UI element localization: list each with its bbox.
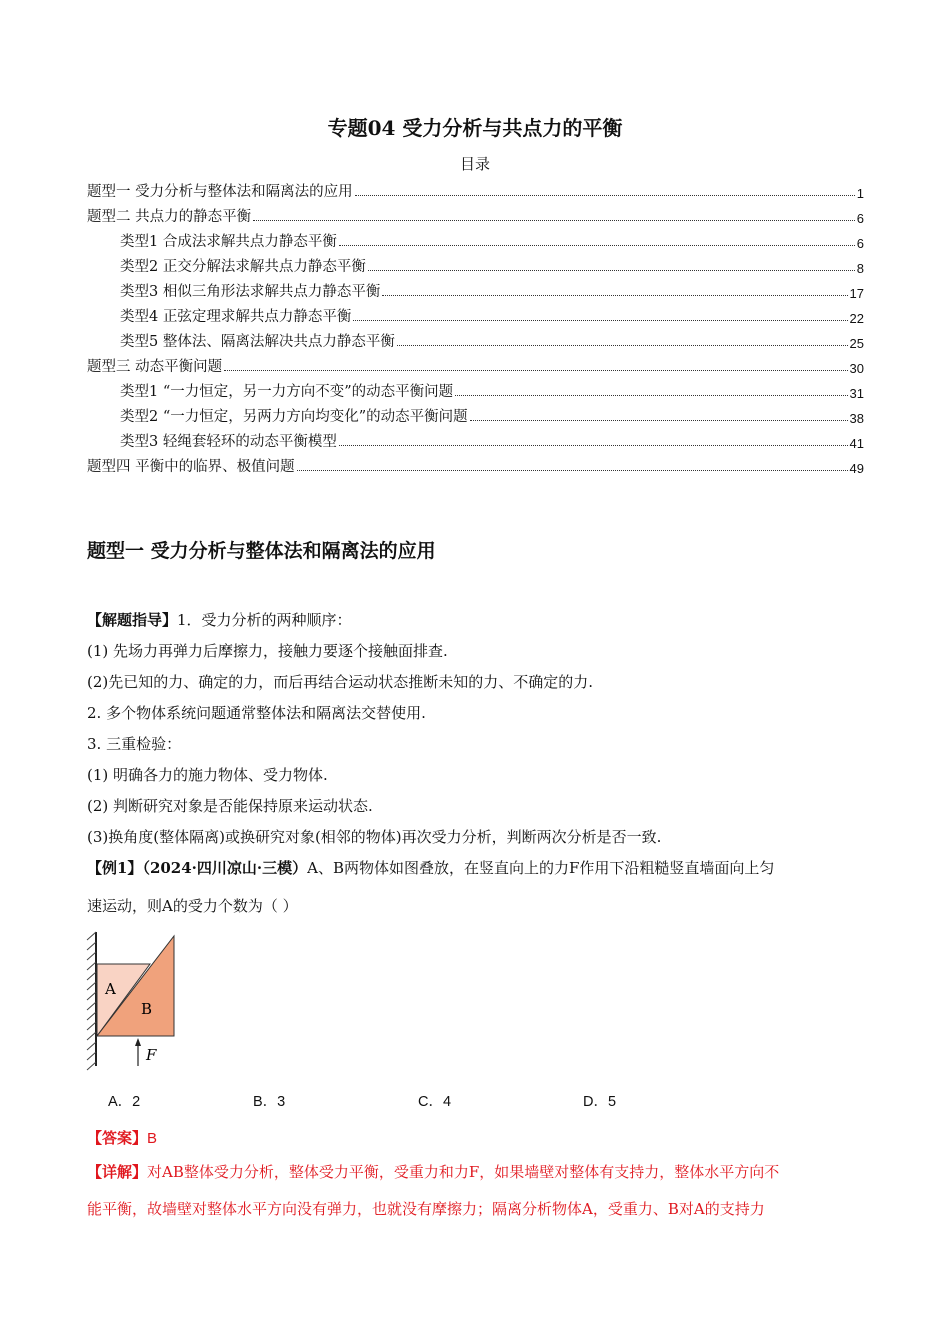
toc-item-label: 类型2 正交分解法求解共点力静态平衡	[120, 259, 366, 275]
guide-label: 【解题指导】	[87, 611, 178, 629]
toc-item-label: 类型2 “一力恒定，另两力方向均变化”的动态平衡问题	[120, 409, 468, 425]
detail-label: 【详解】	[87, 1163, 148, 1181]
toc-item-label: 类型3 相似三角形法求解共点力静态平衡	[120, 284, 381, 300]
detail-line	[87, 1161, 779, 1182]
toc-page-number: 17	[849, 286, 864, 301]
option-d[interactable]: D．5	[583, 1094, 617, 1110]
force-arrow-head	[135, 1038, 141, 1046]
option-a[interactable]: A．2	[108, 1094, 141, 1110]
toc-item[interactable]	[87, 351, 864, 376]
toc-page-number: 25	[849, 336, 864, 351]
toc-page-number: 6	[856, 211, 864, 226]
toc-leader-dots	[368, 270, 855, 271]
guide-line: (2) 判断研究对象是否能保持原来运动状态.	[87, 797, 373, 815]
toc-leader-dots	[224, 370, 847, 371]
toc-page-number: 1	[856, 186, 864, 201]
guide-line: (2)先已知的力、确定的力，而后再结合运动状态推断未知的力、不确定的力.	[87, 673, 594, 691]
toc-item-label: 类型1 合成法求解共点力静态平衡	[120, 234, 337, 250]
guide-line: (1) 先场力再弹力后摩擦力，接触力要逐个接触面排查.	[87, 642, 448, 660]
toc-leader-dots	[297, 470, 848, 471]
option-c[interactable]: C．4	[418, 1094, 452, 1110]
toc-leader-dots	[353, 320, 847, 321]
toc-page-number: 30	[849, 361, 864, 376]
toc-page-number: 31	[849, 386, 864, 401]
example-label: 【例1】	[87, 859, 143, 877]
toc-page-number: 41	[849, 436, 864, 451]
toc-item[interactable]	[87, 176, 864, 201]
block-diagram	[86, 926, 186, 1074]
answer-value: B	[147, 1130, 158, 1147]
toc-item-label: 题型二 共点力的静态平衡	[87, 209, 252, 225]
toc-item-label: 类型5 整体法、隔离法解决共点力静态平衡	[120, 334, 395, 350]
guide-line: (1) 明确各力的施力物体、受力物体.	[87, 766, 328, 784]
toc-item-label: 题型四 平衡中的临界、极值问题	[87, 459, 295, 475]
toc-heading: 目录	[459, 155, 490, 173]
guide-line	[87, 609, 352, 630]
detail-text: 对AB整体受力分析，整体受力平衡，受重力和力F，如果墙壁对整体有支持力，整体水平方向不	[147, 1163, 780, 1181]
guide-line: 2. 多个物体系统问题通常整体法和隔离法交替使用.	[87, 704, 426, 722]
toc-leader-dots	[339, 245, 855, 246]
toc-item-label: 题型一 受力分析与整体法和隔离法的应用	[87, 184, 353, 200]
toc-item[interactable]	[87, 326, 864, 351]
example-figure	[86, 926, 186, 1078]
guide-text: 1．受力分析的两种顺序：	[177, 611, 352, 629]
toc-page-number: 38	[849, 411, 864, 426]
answer-label: 【答案】	[87, 1129, 148, 1147]
example-text: A、B两物体如图叠放，在竖直向上的力F作用下沿粗糙竖直墙面向上匀	[307, 859, 775, 877]
toc-item[interactable]	[87, 376, 864, 401]
answer-line	[87, 1127, 157, 1148]
toc-leader-dots	[355, 195, 855, 196]
toc-page-number: 49	[849, 461, 864, 476]
toc-item-label: 类型3 轻绳套轻环的动态平衡模型	[120, 434, 337, 450]
toc-item-label: 类型1 “一力恒定，另一力方向不变”的动态平衡问题	[120, 384, 454, 400]
toc-item[interactable]	[87, 276, 864, 301]
toc-item[interactable]	[87, 426, 864, 451]
guide-line: (3)换角度(整体隔离)或换研究对象(相邻的物体)再次受力分析，判断两次分析是否一致.	[87, 828, 662, 846]
toc-leader-dots	[339, 445, 848, 446]
toc-item-label: 题型三 动态平衡问题	[87, 359, 223, 375]
toc-leader-dots	[455, 395, 847, 396]
toc-item-label: 类型4 正弦定理求解共点力静态平衡	[120, 309, 352, 325]
example-line: 速运动，则A的受力个数为（ ）	[87, 897, 298, 915]
block-a-label: A	[105, 980, 116, 998]
toc-item[interactable]	[87, 301, 864, 326]
toc-item[interactable]	[87, 251, 864, 276]
wall-hatch	[87, 932, 96, 1070]
example-line	[87, 857, 774, 878]
page-title: 专题04 受力分析与共点力的平衡	[327, 116, 623, 140]
section-heading: 题型一 受力分析与整体法和隔离法的应用	[87, 540, 436, 562]
guide-line: 3. 三重检验：	[87, 735, 182, 753]
toc-item[interactable]	[87, 226, 864, 251]
toc-item[interactable]	[87, 201, 864, 226]
example-source: （2024·四川凉山·三模）	[142, 859, 308, 877]
toc-item[interactable]	[87, 401, 864, 426]
table-of-contents	[87, 176, 864, 476]
detail-line: 能平衡，故墙壁对整体水平方向没有弹力，也就没有摩擦力；隔离分析物体A，受重力、B对A的支持力	[87, 1200, 765, 1218]
toc-leader-dots	[470, 420, 848, 421]
toc-page-number: 8	[856, 261, 864, 276]
force-label: F	[146, 1046, 157, 1064]
toc-leader-dots	[382, 295, 847, 296]
toc-leader-dots	[253, 220, 855, 221]
toc-page-number: 6	[856, 236, 864, 251]
toc-page-number: 22	[849, 311, 864, 326]
option-b[interactable]: B．3	[253, 1094, 286, 1110]
toc-item[interactable]	[87, 451, 864, 476]
block-b-label: B	[141, 1000, 153, 1018]
toc-leader-dots	[397, 345, 848, 346]
